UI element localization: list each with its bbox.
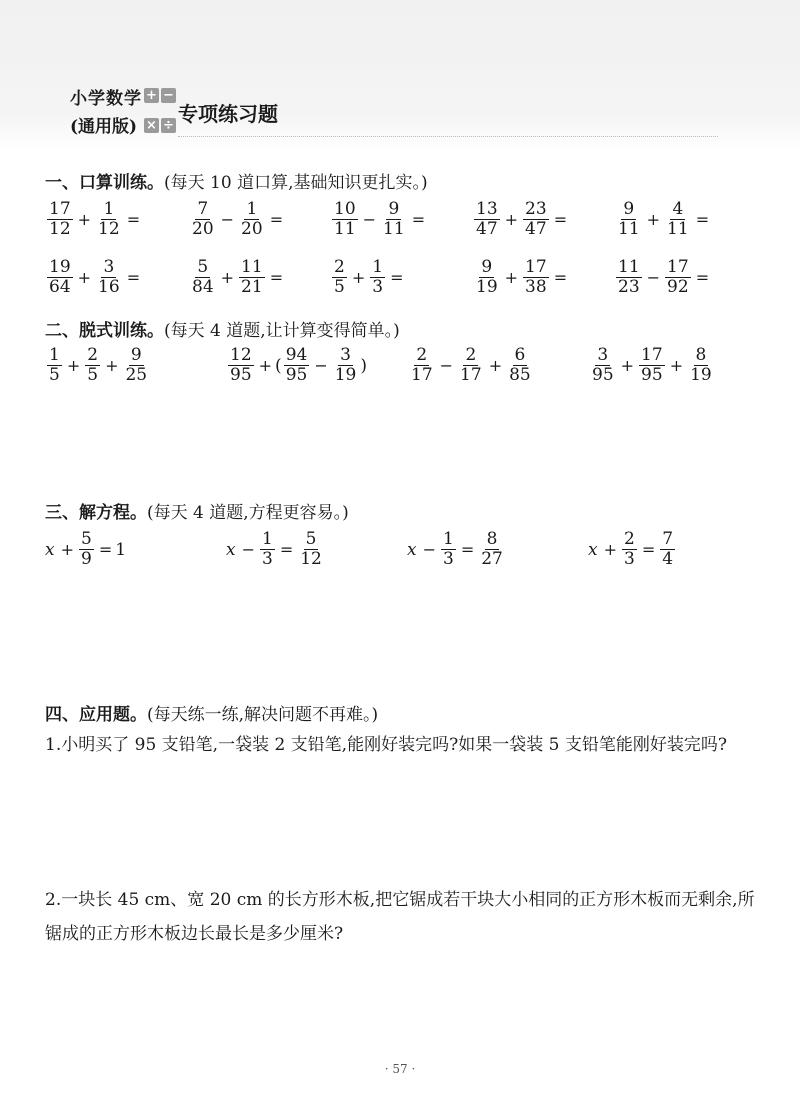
problem-text: 2.一块长 45 cm、宽 20 cm 的长方形木板,把它锯成若干块大小相同的正方形木板而无剩余,所锯成的正方形木板边长最长是多少厘米? [45,890,755,944]
times-icon: × [144,118,159,133]
oral-item-4: $\frac{13}{47}$ + $\frac{23}{47}$ = [476,199,568,239]
section-heading: 二、脱式训练。 [45,321,164,341]
fraction: $\frac{3}{95}$ [592,345,614,385]
section-heading: 三、解方程。 [45,503,147,523]
fraction: $\frac{5}{12}$ [300,529,322,569]
fraction: $\frac{9}{19}$ [476,257,498,297]
section-note: (每天 4 道题,方程更容易。) [147,503,349,523]
fraction: $\frac{1}{5}$ [49,345,60,385]
operator-icons [144,84,178,140]
fraction: $\frac{19}{64}$ [49,257,71,297]
oral-item-5: $\frac{9}{11}$ + $\frac{4}{11}$ = [618,199,710,239]
fraction: $\frac{1}{3}$ [443,529,454,569]
fraction: $\frac{8}{19}$ [690,345,712,385]
fraction: $\frac{11}{21}$ [241,257,263,297]
fraction: $\frac{1}{20}$ [241,199,263,239]
step-expression-3: $\frac{2}{17}$ − $\frac{2}{17}$ + $\frac{6}{85}$ [411,345,531,385]
fraction: $\frac{23}{47}$ [525,199,547,239]
fraction: $\frac{10}{11}$ [334,199,356,239]
section-title-word-problems [45,700,378,725]
fraction: $\frac{1}{3}$ [262,529,273,569]
word-problem-2 [45,883,760,951]
fraction: $\frac{2}{5}$ [334,257,345,297]
divide-icon: ÷ [161,118,176,133]
fraction: $\frac{94}{95}$ [285,345,308,385]
oral-item-1: $\frac{17}{12}$ + $\frac{1}{12}$ = [49,199,141,239]
fraction: $\frac{17}{38}$ [525,257,547,297]
section-heading: 四、应用题。 [45,705,147,725]
problem-text: 1.小明买了 95 支铅笔,一袋装 2 支铅笔,能刚好装完吗?如果一袋装 5 支铅笔能刚好装完吗? [45,735,727,755]
oral-item-10: $\frac{11}{23}$ − $\frac{17}{92}$ = [618,257,710,297]
fraction: $\frac{1}{3}$ [372,257,384,297]
section-title-oral [45,168,428,193]
fraction: $\frac{17}{92}$ [667,257,689,297]
fraction: $\frac{9}{11}$ [618,199,640,239]
oral-item-7: $\frac{5}{84}$ + $\frac{11}{21}$ = [192,257,284,297]
fraction: $\frac{7}{20}$ [192,199,214,239]
step-expression-4: $\frac{3}{95}$ + $\frac{17}{95}$ + $\frac{8}{19}$ [592,345,712,385]
equation-2: x − $\frac{1}{3}$ = $\frac{5}{12}$ [226,529,322,569]
oral-item-3: $\frac{10}{11}$ − $\frac{9}{11}$ = [334,199,426,239]
fraction: $\frac{6}{85}$ [509,345,531,385]
fraction: $\frac{7}{4}$ [662,529,674,569]
section-note: (每天 4 道题,让计算变得简单。) [164,321,400,341]
fraction: $\frac{2}{3}$ [624,529,635,569]
equation-4: x + $\frac{2}{3}$ = $\frac{7}{4}$ [588,529,674,569]
fraction: $\frac{4}{11}$ [667,199,689,239]
section-title-equation [45,498,349,523]
plus-icon: + [144,88,159,103]
fraction: $\frac{11}{23}$ [618,257,640,297]
fraction: $\frac{1}{12}$ [98,199,120,239]
fraction: $\frac{5}{9}$ [81,529,92,569]
oral-item-8: $\frac{2}{5}$ + $\frac{1}{3}$ = [334,257,404,297]
brand-logo [70,80,278,150]
step-expression-1: $\frac{1}{5}$ + $\frac{2}{5}$ + $\frac{9}{25}$ [49,345,148,385]
fraction: $\frac{3}{19}$ [334,345,357,385]
header-divider [178,136,718,137]
fraction: $\frac{9}{25}$ [125,345,148,385]
fraction: $\frac{2}{5}$ [87,345,99,385]
result: 1 [115,539,127,560]
fraction: $\frac{13}{47}$ [476,199,498,239]
section-note: (每天练一练,解决问题不再难。) [147,705,379,725]
brand-line2: (通用版) [70,117,138,137]
fraction: $\frac{17}{12}$ [49,199,71,239]
right-paren: ) [360,355,368,376]
fraction: $\frac{12}{95}$ [230,345,252,385]
brand-line1: 小学数学 [70,89,142,109]
section-title-step [45,316,400,341]
fraction: $\frac{5}{84}$ [192,257,214,297]
fraction: $\frac{2}{17}$ [460,345,482,385]
oral-item-9: $\frac{9}{19}$ + $\frac{17}{38}$ = [476,257,568,297]
fraction: $\frac{9}{11}$ [383,199,405,239]
step-expression-2: $\frac{12}{95}$ + ( $\frac{94}{95}$ − $\frac{3}{19}$ ) [230,345,368,385]
section-note: (每天 10 道口算,基础知识更扎实。) [164,173,428,193]
left-paren: ( [275,355,282,376]
section-heading: 一、口算训练。 [45,173,164,193]
fraction: $\frac{8}{27}$ [481,529,503,569]
word-problem-1 [45,728,760,762]
oral-item-2: $\frac{7}{20}$ − $\frac{1}{20}$ = [192,199,284,239]
equation-3: x − $\frac{1}{3}$ = $\frac{8}{27}$ [407,529,503,569]
fraction: $\frac{2}{17}$ [411,345,433,385]
page-number: · 57 · [384,1062,416,1076]
fraction: $\frac{3}{16}$ [98,257,120,297]
minus-icon: − [161,88,176,103]
oral-item-6: $\frac{19}{64}$ + $\frac{3}{16}$ = [49,257,141,297]
equation-1: x + $\frac{5}{9}$ = 1 [45,529,127,569]
fraction: $\frac{17}{95}$ [641,345,663,385]
page-title: 专项练习题 [178,102,278,126]
